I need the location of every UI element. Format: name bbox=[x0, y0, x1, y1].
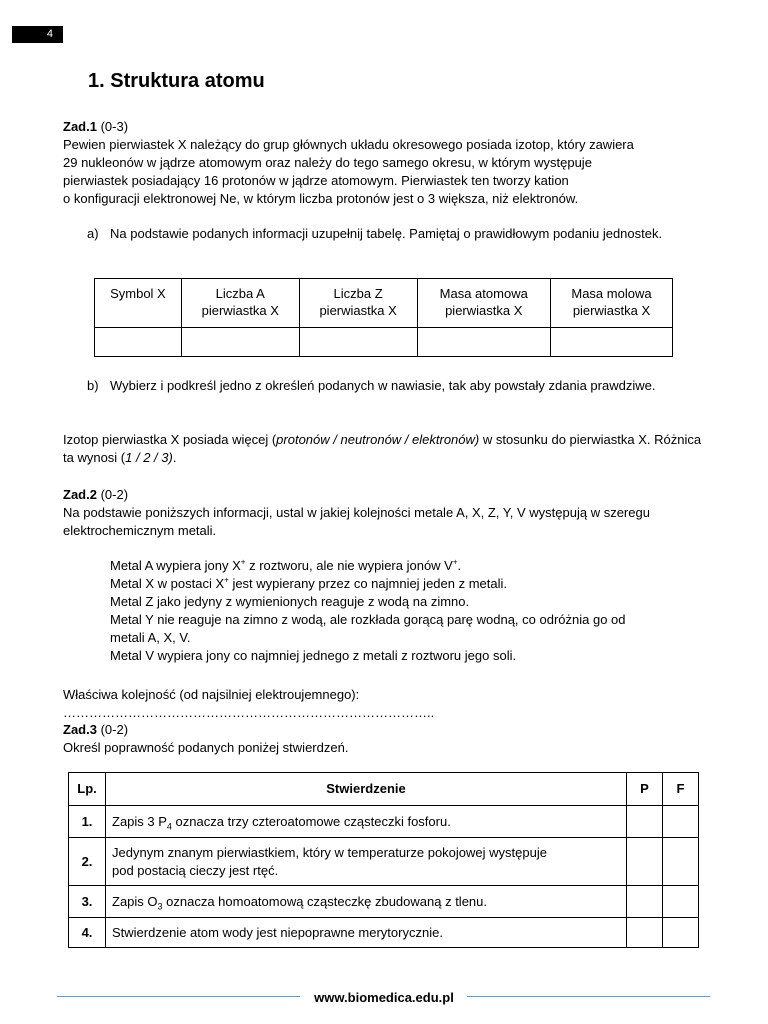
task-3-intro: Określ poprawność podanych poniżej stwierdzeń. bbox=[63, 740, 349, 755]
page-number-badge: 4 bbox=[12, 26, 63, 43]
task-3-header-row bbox=[69, 773, 699, 806]
table-row bbox=[69, 886, 699, 918]
task-2-label: Zad.2 bbox=[63, 487, 97, 502]
fact-line: Metal A wypiera jony X+ z roztworu, ale nie wypiera jonów V+. bbox=[110, 557, 462, 573]
answer-cell-symbol[interactable] bbox=[95, 328, 182, 357]
statement-cell: Zapis $O_3$ oznacza homoatomową cząsteczkę zbudowaną z tlenu. bbox=[106, 886, 627, 918]
answer-cell-a[interactable] bbox=[181, 328, 299, 357]
answer-f-cell[interactable] bbox=[663, 918, 699, 948]
choice-options-2[interactable]: 1 / 2 / 3) bbox=[125, 450, 173, 465]
answer-f-cell[interactable] bbox=[663, 806, 699, 838]
header-lp: Lp. bbox=[69, 773, 106, 806]
answer-cell-atomic-mass[interactable] bbox=[417, 328, 550, 357]
task-1-text-line: pierwiastek posiadający 16 protonów w jądrze atomowym. Pierwiastek ten tworzy kation bbox=[63, 173, 569, 188]
task-1-text-line: Pewien pierwiastek X należący do grup głównych układu okresowego posiada izotop, który zawiera bbox=[63, 137, 634, 152]
task-3-points: (0-2) bbox=[96, 722, 129, 737]
header-p: P bbox=[627, 773, 663, 806]
item-a-text: Na podstawie podanych informacji uzupełnij tabelę. Pamiętaj o prawidłowym podaniu jednostek. bbox=[110, 226, 663, 241]
fact-line: Metal V wypiera jony co najmniej jednego z metali z roztworu jego soli. bbox=[110, 648, 517, 663]
task-1-item-b bbox=[63, 377, 673, 395]
task-3 bbox=[63, 721, 703, 757]
table-row bbox=[69, 838, 699, 886]
answer-f-cell[interactable] bbox=[663, 886, 699, 918]
answer-p-cell[interactable] bbox=[627, 918, 663, 948]
answer-f-cell[interactable] bbox=[663, 838, 699, 886]
item-b-label: b) bbox=[87, 378, 99, 393]
task-1-points: (0-3) bbox=[96, 119, 129, 134]
task-1-table-header-row bbox=[95, 279, 673, 328]
row-number: 1. bbox=[69, 806, 106, 838]
table-row bbox=[69, 918, 699, 948]
task-1-answer-row bbox=[95, 328, 673, 357]
choice-options-1[interactable]: protonów / neutronów / elektronów) bbox=[276, 432, 480, 447]
fact-line: Metal Z jako jedyny z wymienionych reaguje z wodą na zimno. bbox=[110, 594, 470, 609]
task-1-label: Zad.1 bbox=[63, 119, 97, 134]
header-statement: Stwierdzenie bbox=[106, 773, 627, 806]
task-1-sentence: Izotop pierwiastka X posiada więcej (protonów / neutronów / elektronów) w stosunku do pierwiastka X. Różnica ta wynosi (1 / 2 / 3). bbox=[63, 432, 702, 465]
task-1 bbox=[63, 118, 703, 208]
task-2-intro: elektrochemicznym metali. bbox=[63, 523, 217, 538]
task-3-label: Zad.3 bbox=[63, 722, 97, 737]
table-header-cell: Liczba A pierwiastka X bbox=[181, 279, 299, 328]
task-2-facts bbox=[63, 557, 750, 665]
table-header-cell: Symbol X bbox=[95, 279, 182, 328]
task-1-item-a bbox=[63, 225, 673, 243]
header-f: F bbox=[663, 773, 699, 806]
task-3-table bbox=[68, 772, 699, 948]
answer-p-cell[interactable] bbox=[627, 886, 663, 918]
statement-cell: Jedynym znanym pierwiastkiem, który w temperaturze pokojowej występuje pod postacią cieczy jest rtęć. bbox=[106, 838, 627, 886]
item-a-label: a) bbox=[87, 226, 99, 241]
task-1-text-line: 29 nukleonów w jądrze atomowym oraz należy do tego samego okresu, w którym występuje bbox=[63, 155, 592, 170]
answer-label: Właściwa kolejność (od najsilniej elektroujemnego): bbox=[63, 687, 360, 702]
table-header-cell: Liczba Z pierwiastka X bbox=[299, 279, 417, 328]
fact-line: metali A, X, V. bbox=[110, 630, 191, 645]
fact-line: Metal X w postaci X+ jest wypierany przez co najmniej jeden z metali. bbox=[110, 575, 508, 591]
statement-cell: Zapis 3 $P_4$ oznacza trzy czteroatomowe cząsteczki fosforu. bbox=[106, 806, 627, 838]
answer-p-cell[interactable] bbox=[627, 838, 663, 886]
table-header-cell: Masa molowa pierwiastka X bbox=[550, 279, 672, 328]
table-row bbox=[69, 806, 699, 838]
chapter-title: 1. Struktura atomu bbox=[88, 70, 265, 92]
task-2-answer bbox=[63, 686, 703, 722]
row-number: 3. bbox=[69, 886, 106, 918]
task-1-text-line: o konfiguracji elektronowej Ne, w którym liczba protonów jest o 3 większa, niż elektronów. bbox=[63, 191, 579, 206]
fact-line: Metal Y nie reaguje na zimno z wodą, ale rozkłada gorącą parę wodną, co odróżnia go od bbox=[110, 612, 626, 627]
task-2-intro: Na podstawie poniższych informacji, ustal w jakiej kolejności metale A, X, Z, Y, V występują w szeregu bbox=[63, 505, 650, 520]
answer-dots[interactable]: ………………………………………………………………………….. bbox=[63, 705, 435, 720]
statement-cell: Stwierdzenie atom wody jest niepoprawne merytorycznie. bbox=[106, 918, 627, 948]
task-2-points: (0-2) bbox=[96, 487, 129, 502]
answer-cell-molar-mass[interactable] bbox=[550, 328, 672, 357]
table-header-cell: Masa atomowa pierwiastka X bbox=[417, 279, 550, 328]
footer-url[interactable]: www.biomedica.edu.pl bbox=[314, 990, 454, 1005]
answer-p-cell[interactable] bbox=[627, 806, 663, 838]
item-b-text: Wybierz i podkreśl jedno z określeń podanych w nawiasie, tak aby powstały zdania prawdziwe. bbox=[110, 378, 656, 393]
row-number: 4. bbox=[69, 918, 106, 948]
task-1-table bbox=[94, 278, 673, 357]
answer-cell-z[interactable] bbox=[299, 328, 417, 357]
task-2 bbox=[63, 486, 703, 540]
row-number: 2. bbox=[69, 838, 106, 886]
